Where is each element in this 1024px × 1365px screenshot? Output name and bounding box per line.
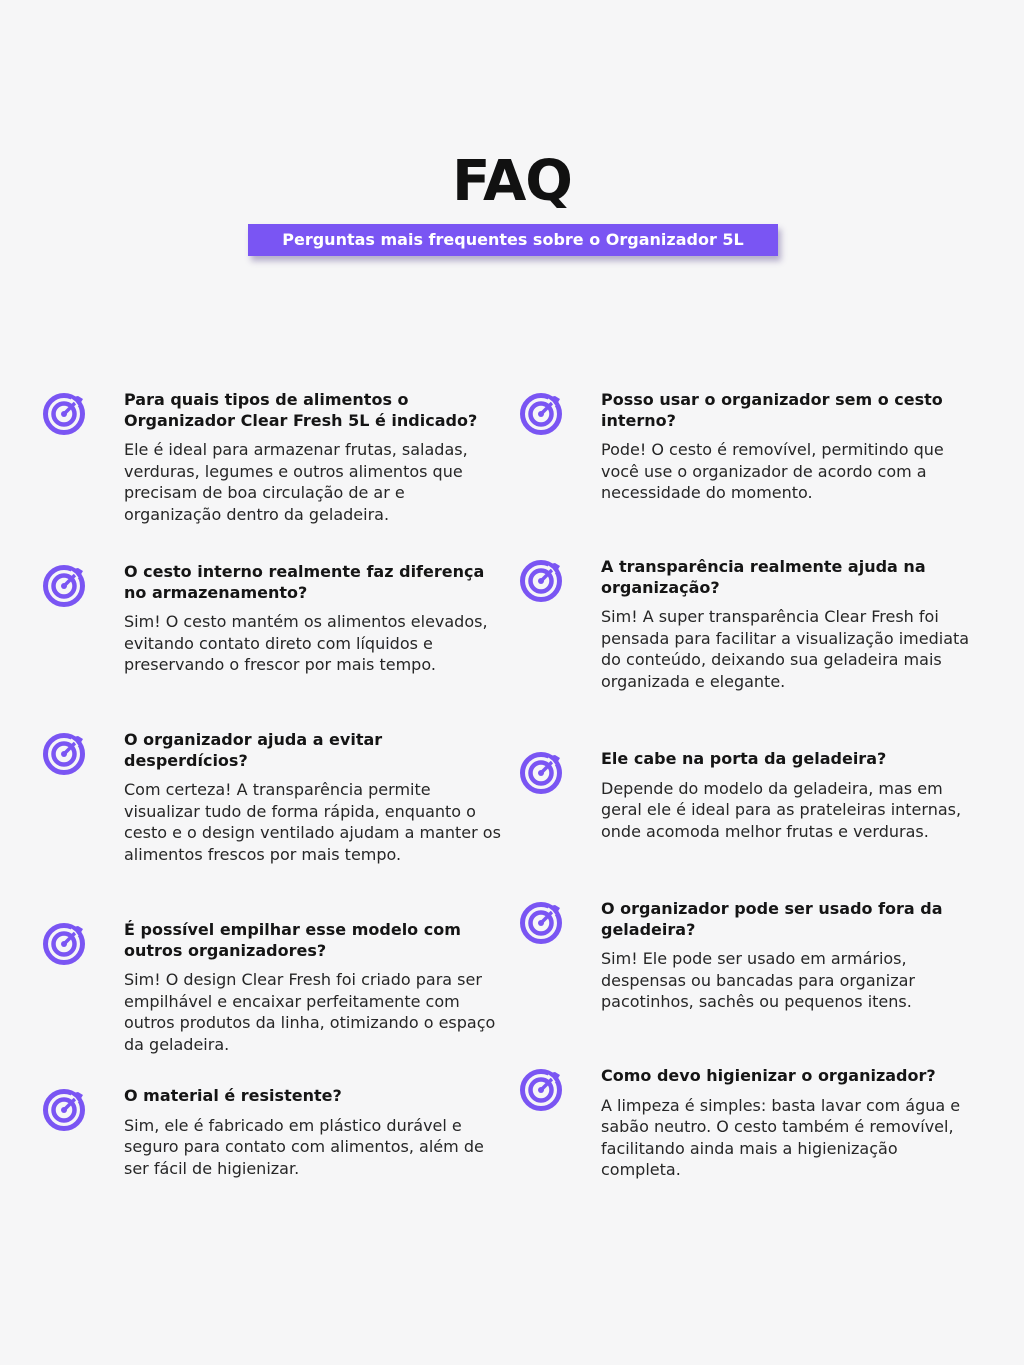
faq-answer: Sim, ele é fabricado em plástico durável e seguro para contato com alimentos, além de ser fácil de higienizar. [124,1115,484,1178]
faq-answer: Sim! Ele pode ser usado em armários, despensas ou bancadas para organizar pacotinhos, sachês ou pequenos itens. [601,949,915,1011]
faq-question: Para quais tipos de alimentos o Organizador Clear Fresh 5L é indicado? [124,390,478,430]
faq-question: Ele cabe na porta da geladeira? [601,749,887,768]
target-icon [519,390,565,436]
faq-answer: Depende do modelo da geladeira, mas em geral ele é ideal para as prateleiras internas, onde acomoda melhor frutas e verduras. [601,778,962,841]
target-icon [519,557,565,603]
faq-question: O organizador pode ser usado fora da geladeira? [601,899,943,939]
faq-answer: Ele é ideal para armazenar frutas, saladas, verduras, legumes e outros alimentos que precisam de boa circulação de ar e organização dentro da geladeira. [124,440,468,524]
faq-question: O cesto interno realmente faz diferença no armazenamento? [124,562,485,602]
target-icon [519,1066,565,1112]
faq-answer: Pode! O cesto é removível, permitindo que você use o organizador de acordo com a necessidade do momento. [601,440,944,502]
target-icon [42,1086,88,1132]
faq-answer: Sim! O cesto mantém os alimentos elevados, evitando contato direto com líquidos e preservando o frescor por mais tempo. [124,612,488,674]
target-icon [519,899,565,945]
faq-question: Como devo higienizar o organizador? [601,1066,936,1085]
page-title: FAQ [452,149,572,214]
faq-answer: Sim! A super transparência Clear Fresh foi pensada para facilitar a visualização imediata do conteúdo, deixando sua geladeira mais organizada e elegante. [601,607,970,691]
target-icon [42,562,88,608]
faq-answer: A limpeza é simples: basta lavar com água e sabão neutro. O cesto também é removível, facilitando ainda mais a higienização completa. [601,1095,961,1179]
faq-question: É possível empilhar esse modelo com outros organizadores? [124,920,461,960]
faq-answer: Com certeza! A transparência permite visualizar tudo de forma rápida, enquanto o cesto e o design ventilado ajudam a manter os alimentos frescos por mais tempo. [124,780,501,864]
faq-question: A transparência realmente ajuda na organização? [601,557,926,597]
subtitle-banner: Perguntas mais frequentes sobre o Organizador 5L [248,224,778,256]
faq-question: O organizador ajuda a evitar desperdícios? [124,730,383,770]
faq-answer: Sim! O design Clear Fresh foi criado para ser empilhável e encaixar perfeitamente com outros produtos da linha, otimizando o espaço da geladeira. [124,970,496,1054]
target-icon [42,390,88,436]
target-icon [42,920,88,966]
faq-question: Posso usar o organizador sem o cesto interno? [601,390,943,430]
target-icon [519,749,565,795]
faq-question: O material é resistente? [124,1086,342,1105]
target-icon [42,730,88,776]
